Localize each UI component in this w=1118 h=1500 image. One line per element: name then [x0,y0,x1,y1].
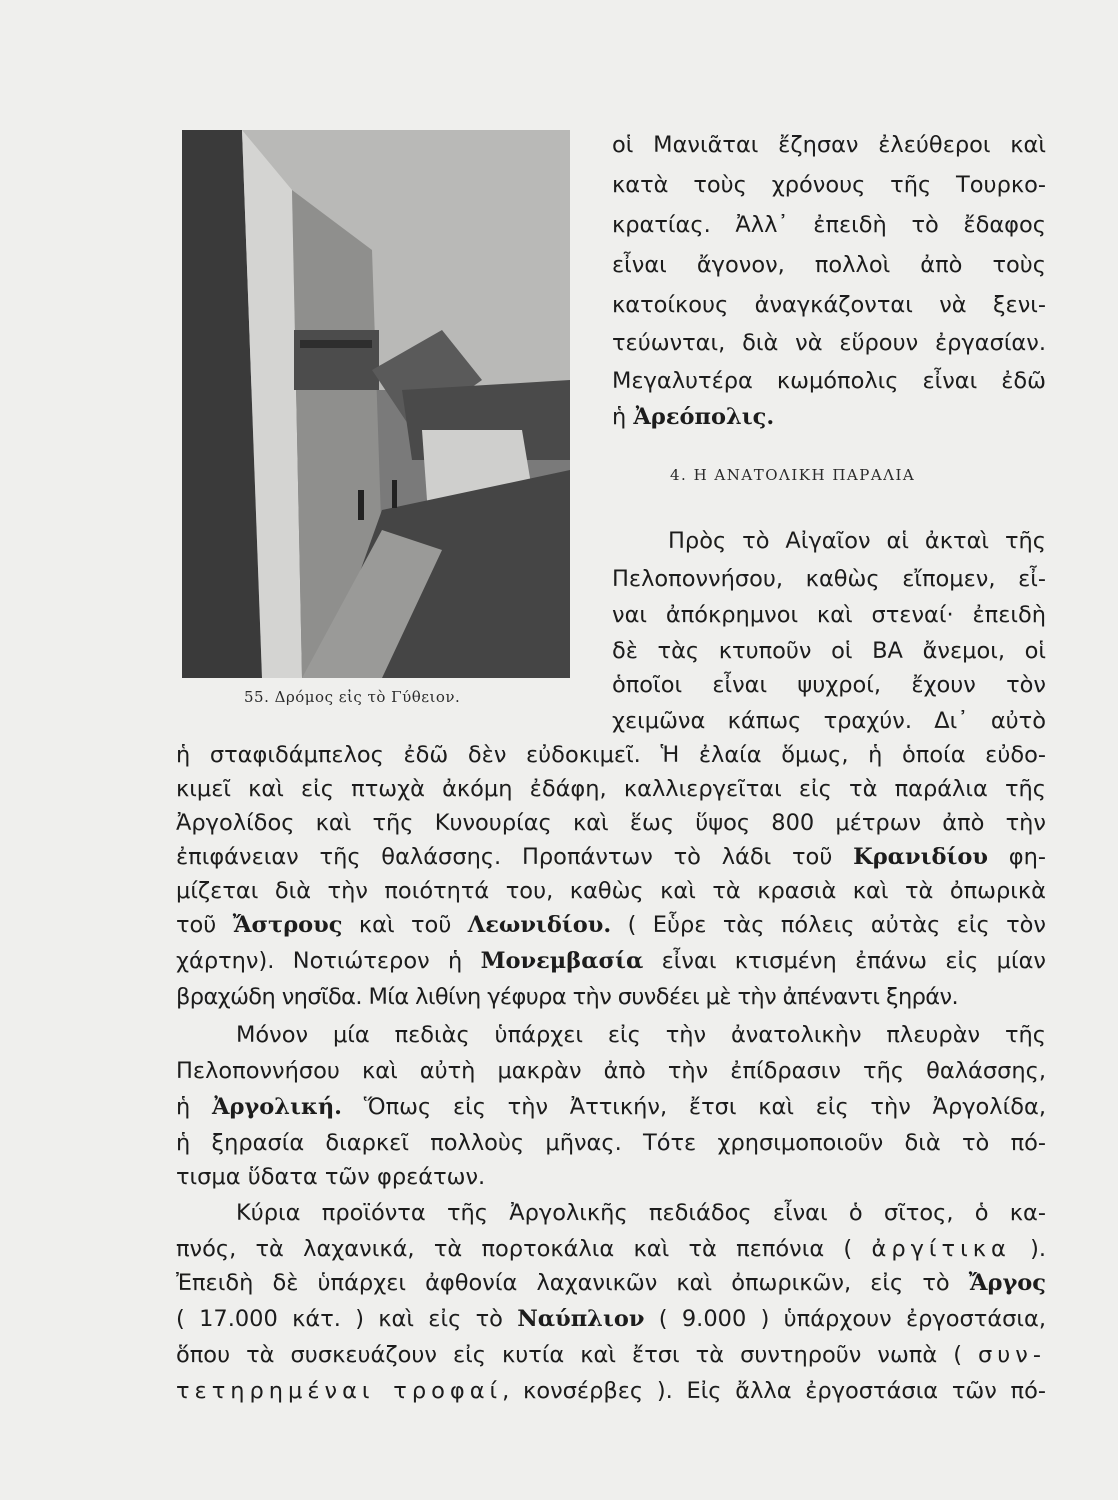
text-line: ἡ Ἀρεόπολις. [612,404,775,430]
text-line: κρατίας. Ἀλλ᾽ ἐπειδὴ τὸ ἔδαφος [612,212,1046,238]
section-heading: 4. Η ΑΝΑΤΟΛΙΚΗ ΠΑΡΑΛΙΑ [670,466,916,484]
street-scene-illustration [182,130,570,678]
place-name: Κρανιδίου [853,844,988,870]
text-line: Κύρια προϊόντα τῆς Ἀργολικῆς πεδιάδος εἶναι ὁ σῖτος, ὁ κα- [236,1200,1046,1226]
text-line: ὅπου τὰ συσκευάζουν εἰς κυτία καὶ ἔτσι τὰ συντηροῦν νωπὰ ( συν- [176,1342,1046,1368]
street-photograph [182,130,570,678]
place-name: Ἀργολική. [212,1094,343,1120]
text-line: Ἀργολίδος καὶ τῆς Κυνουρίας καὶ ἕως ὕψος 800 μέτρων ἀπὸ τὴν [176,810,1046,836]
text-line: τετηρημέναι τροφαί, κονσέρβες ). Εἰς ἄλλα ἐργοστάσια τῶν πό- [176,1378,1046,1404]
place-name: Μονεμβασία [480,948,644,974]
place-name: Ἀρεόπολις. [633,404,775,430]
text-line: κιμεῖ καὶ εἰς πτωχὰ ἀκόμη ἐδάφη, καλλιεργεῖται εἰς τὰ παράλια τῆς [176,776,1046,802]
text-line: Πελοποννήσου καὶ αὐτὴ μακρὰν ἀπὸ τὴν ἐπίδρασιν τῆς θαλάσσης, [176,1058,1046,1084]
text-line: Ἐπειδὴ δὲ ὑπάρχει ἀφθονία λαχανικῶν καὶ ὀπωρικῶν, εἰς τὸ Ἄργος [176,1270,1046,1296]
text-line: βραχώδη νησῖδα. Μία λιθίνη γέφυρα τὴν συνδέει μὲ τὴν ἀπέναντι ξηράν. [176,984,959,1010]
text-line: κατὰ τοὺς χρόνους τῆς Τουρκο- [612,172,1046,198]
text-line: Μεγαλυτέρα κωμόπολις εἶναι ἐδῶ [612,368,1046,394]
text-line: τεύωνται, διὰ νὰ εὕρουν ἐργασίαν. [612,330,1046,356]
text-line: δὲ τὰς κτυποῦν οἱ ΒΑ ἄνεμοι, οἱ [612,638,1046,664]
text-line: ἡ ξηρασία διαρκεῖ πολλοὺς μῆνας. Τότε χρησιμοποιοῦν διὰ τὸ πό- [176,1130,1046,1156]
text-line: χειμῶνα κάπως τραχύν. Δι᾽ αὐτὸ [612,708,1046,734]
text-line: κατοίκους ἀναγκάζονται νὰ ξενι- [612,292,1046,318]
text-line: οἱ Μανιᾶται ἔζησαν ἐλεύθεροι καὶ [612,132,1046,158]
text-line: ( 17.000 κάτ. ) καὶ εἰς τὸ Ναύπλιον ( 9.000 ) ὑπάρχουν ἐργοστάσια, [176,1306,1047,1332]
text-line: μίζεται διὰ τὴν ποιότητά του, καθὼς καὶ τὰ κρασιὰ καὶ τὰ ὀπωρικὰ [176,878,1046,904]
figure-caption: 55. Δρόμος εἰς τὸ Γύθειον. [244,688,461,706]
text-line: Μόνον μία πεδιὰς ὑπάρχει εἰς τὴν ἀνατολικὴν πλευρὰν τῆς [236,1022,1046,1048]
spaced-term: τετηρημέναι τροφαί [176,1378,503,1404]
place-name: Ἄργος [968,1270,1046,1296]
text-line: ἡ Ἀργολική. Ὅπως εἰς τὴν Ἀττικήν, ἔτσι καὶ εἰς τὴν Ἀργολίδα, [176,1094,1046,1120]
text-line: ἐπιφάνειαν τῆς θαλάσσης. Προπάντων τὸ λάδι τοῦ Κρανιδίου φη- [176,844,1047,870]
place-name: Ναύπλιον [517,1306,645,1332]
spaced-term: ἀργίτικα [871,1236,1011,1262]
text-line: τοῦ Ἄστρους καὶ τοῦ Λεωνιδίου. ( Εὗρε τὰς πόλεις αὐτὰς εἰς τὸν [176,912,1047,938]
place-name: Ἄστρους [232,912,343,938]
text-line: πνός, τὰ λαχανικά, τὰ πορτοκάλια καὶ τὰ πεπόνια ( ἀργίτικα ). [176,1236,1046,1262]
text-line: ὁποῖοι εἶναι ψυχροί, ἔχουν τὸν [612,672,1046,698]
text-line: Πρὸς τὸ Αἰγαῖον αἱ ἀκταὶ τῆς [668,528,1046,554]
spaced-term: συν- [978,1342,1046,1368]
place-name: Λεωνιδίου. [467,912,612,938]
text-line: ἡ σταφιδάμπελος ἐδῶ δὲν εὐδοκιμεῖ. Ἡ ἐλαία ὅμως, ἡ ὁποία εὐδο- [176,742,1046,768]
text-line: τισμα ὕδατα τῶν φρεάτων. [176,1164,486,1190]
text-line: ναι ἀπόκρημνοι καὶ στεναί· ἐπειδὴ [612,602,1046,628]
text-line: Πελοποννήσου, καθὼς εἴπομεν, εἶ- [612,566,1046,592]
text-line: εἶναι ἄγονον, πολλοὶ ἀπὸ τοὺς [612,252,1046,278]
text-line: χάρτην). Νοτιώτερον ἡ Μονεμβασία εἶναι κτισμένη ἐπάνω εἰς μίαν [176,948,1046,974]
